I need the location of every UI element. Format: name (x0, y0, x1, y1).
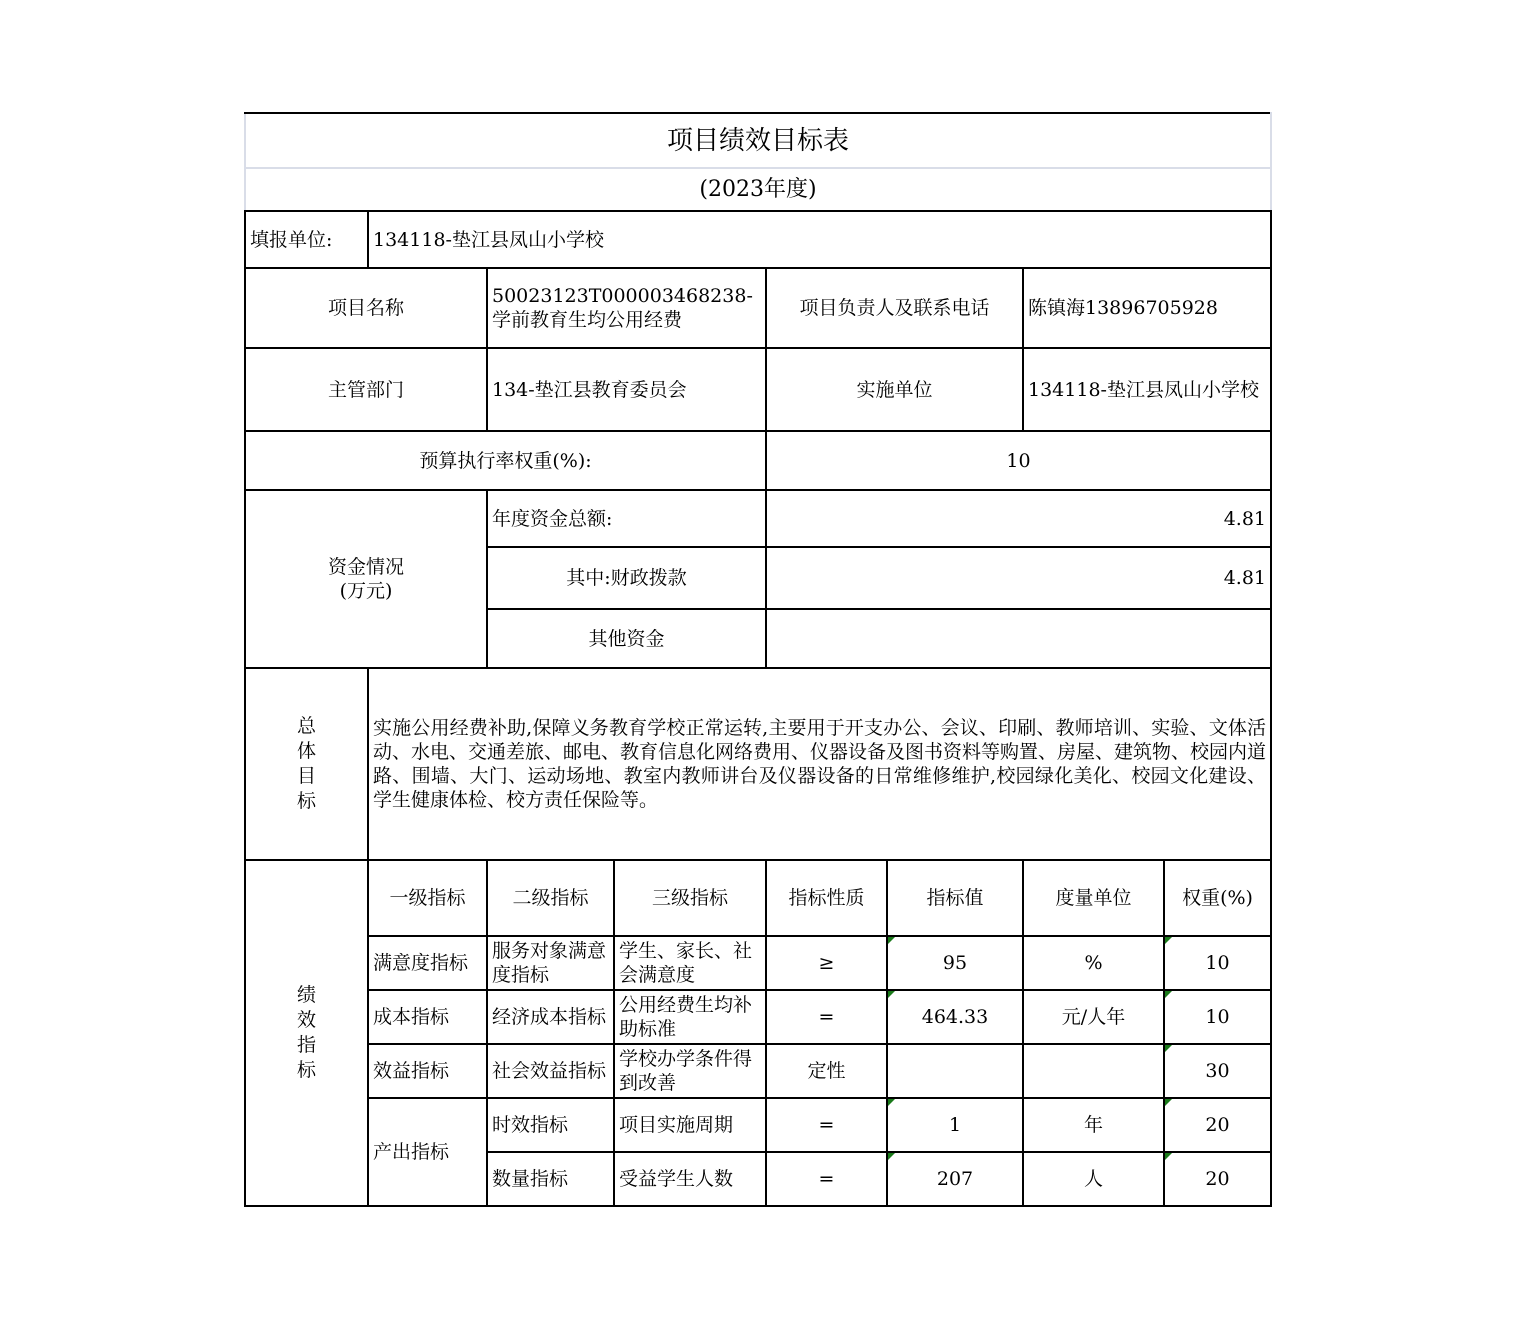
perf-unit: 年 (1023, 1098, 1164, 1152)
perf-weight-cell (1164, 1152, 1271, 1206)
perf-value-cell (887, 1098, 1023, 1152)
perf-l2: 时效指标 (487, 1098, 614, 1152)
perf-l1: 效益指标 (368, 1044, 487, 1098)
perf-label: 绩效指标 (296, 984, 316, 1081)
perf-weight-cell (1164, 1098, 1271, 1152)
perf-weight-cell (1164, 936, 1271, 990)
table-title: 项目绩效目标表 (245, 113, 1271, 168)
perf-value-cell (887, 936, 1023, 990)
perf-header-weight: 权重(%) (1164, 860, 1271, 936)
perf-l1: 成本指标 (368, 990, 487, 1044)
project-name-value: 50023123T000003468238-学前教育生均公用经费 (487, 268, 766, 348)
perf-weight-cell (1164, 1044, 1271, 1098)
impl-label: 实施单位 (766, 348, 1023, 431)
perf-l1: 产出指标 (368, 1098, 487, 1206)
perf-header-l2: 二级指标 (487, 860, 614, 936)
dept-label: 主管部门 (245, 348, 487, 431)
perf-header-value: 指标值 (887, 860, 1023, 936)
perf-l3: 受益学生人数 (614, 1152, 766, 1206)
dept-value: 134-垫江县教育委员会 (487, 348, 766, 431)
perf-weight: 10 (1205, 1006, 1230, 1028)
perf-value-cell (887, 990, 1023, 1044)
budget-rate-label: 预算执行率权重(%): (245, 431, 766, 490)
comment-marker-icon (888, 1099, 895, 1106)
perf-value: 1 (948, 1114, 962, 1136)
goal-text: 实施公用经费补助,保障义务教育学校正常运转,主要用于开支办公、会议、印刷、教师培训、实验、文体活动、水电、交通差旅、邮电、教育信息化网络费用、仪器设备及图书资料等购置、房屋、建筑物、校园内道路、围墙、大门、运动场地、教室内教师讲台及仪器设备的日常维修维护,校园绿化美化、校园文化建设、学生健康体检、校方责任保险等。 (368, 668, 1271, 860)
goal-label-cell (245, 668, 368, 860)
perf-nature: 定性 (766, 1044, 887, 1098)
perf-value (887, 1044, 1023, 1098)
perf-value-cell (887, 1152, 1023, 1206)
perf-unit: % (1023, 936, 1164, 990)
perf-l3: 项目实施周期 (614, 1098, 766, 1152)
perf-weight-cell (1164, 990, 1271, 1044)
perf-nature: ≥ (766, 936, 887, 990)
perf-value: 207 (936, 1168, 974, 1190)
table-row (245, 990, 1271, 1044)
comment-marker-icon (1165, 1045, 1172, 1052)
perf-l2: 经济成本指标 (487, 990, 614, 1044)
perf-nature: = (766, 990, 887, 1044)
perf-header-nature: 指标性质 (766, 860, 887, 936)
perf-unit (1023, 1044, 1164, 1098)
project-name-label: 项目名称 (245, 268, 487, 348)
perf-header-l3: 三级指标 (614, 860, 766, 936)
budget-rate-value: 10 (766, 431, 1271, 490)
perf-nature: = (766, 1098, 887, 1152)
comment-marker-icon (888, 1153, 895, 1160)
filler-label: 填报单位: (245, 211, 368, 268)
performance-target-table (244, 112, 1272, 1207)
perf-value: 464.33 (921, 1006, 989, 1028)
perf-weight: 30 (1205, 1060, 1230, 1082)
perf-label-cell (245, 860, 368, 1206)
funds-annual-value: 4.81 (766, 490, 1271, 547)
table-row (245, 936, 1271, 990)
perf-l3: 学生、家长、社会满意度 (614, 936, 766, 990)
comment-marker-icon (1165, 991, 1172, 998)
perf-weight: 20 (1205, 1168, 1230, 1190)
perf-header-unit: 度量单位 (1023, 860, 1164, 936)
funds-label: 资金情况 (万元) (245, 490, 487, 668)
perf-value: 95 (942, 952, 968, 974)
comment-marker-icon (1165, 1153, 1172, 1160)
table-row (245, 1044, 1271, 1098)
perf-l2: 服务对象满意度指标 (487, 936, 614, 990)
owner-label: 项目负责人及联系电话 (766, 268, 1023, 348)
perf-header-l1: 一级指标 (368, 860, 487, 936)
comment-marker-icon (888, 937, 895, 944)
year-subtitle: (2023年度) (245, 168, 1271, 211)
filler-value: 134118-垫江县凤山小学校 (368, 211, 1271, 268)
comment-marker-icon (1165, 937, 1172, 944)
funds-other-value (766, 609, 1271, 668)
funds-annual-label: 年度资金总额: (487, 490, 766, 547)
perf-l3: 公用经费生均补助标准 (614, 990, 766, 1044)
perf-l1: 满意度指标 (368, 936, 487, 990)
perf-l2: 社会效益指标 (487, 1044, 614, 1098)
funds-fiscal-value: 4.81 (766, 547, 1271, 609)
perf-weight: 20 (1205, 1114, 1230, 1136)
comment-marker-icon (888, 991, 895, 998)
perf-unit: 元/人年 (1023, 990, 1164, 1044)
owner-value: 陈镇海13896705928 (1023, 268, 1271, 348)
perf-unit: 人 (1023, 1152, 1164, 1206)
impl-value: 134118-垫江县凤山小学校 (1023, 348, 1271, 431)
comment-marker-icon (1165, 1099, 1172, 1106)
goal-label: 总体目标 (296, 715, 316, 812)
table-row (245, 1098, 1271, 1152)
perf-weight: 10 (1205, 952, 1230, 974)
funds-other-label: 其他资金 (487, 609, 766, 668)
perf-l3: 学校办学条件得到改善 (614, 1044, 766, 1098)
funds-fiscal-label: 其中:财政拨款 (487, 547, 766, 609)
perf-nature: = (766, 1152, 887, 1206)
perf-l2: 数量指标 (487, 1152, 614, 1206)
